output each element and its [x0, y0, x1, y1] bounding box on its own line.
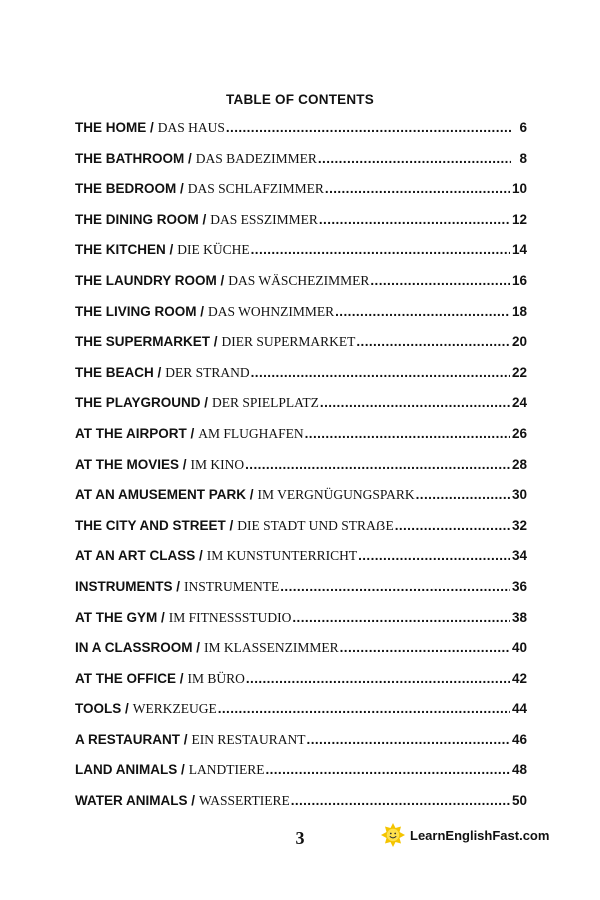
toc-entry[interactable] — [75, 457, 527, 488]
toc-entry[interactable] — [75, 548, 527, 579]
entry-german: EIN RESTAURANT — [191, 731, 306, 747]
entry-german: DER SPIELPLATZ — [212, 395, 319, 411]
entry-english: TOOLS / — [75, 701, 129, 717]
dot-leader — [318, 151, 511, 166]
dot-leader — [358, 548, 510, 563]
entry-english: INSTRUMENTS / — [75, 578, 181, 594]
toc-entry[interactable] — [75, 151, 527, 182]
page-title: TABLE OF CONTENTS — [226, 92, 374, 107]
entry-german: WERKZEUGE — [132, 701, 217, 717]
entry-english: THE BATHROOM / — [75, 150, 192, 166]
entry-english: THE HOME / — [75, 120, 154, 135]
dot-leader — [325, 181, 510, 196]
entry-german: DIER SUPERMARKET — [221, 334, 356, 350]
entry-page-number: 8 — [519, 150, 527, 166]
toc-entry[interactable] — [75, 304, 527, 335]
entry-german: DAS BADEZIMMER — [195, 150, 317, 166]
toc-entry[interactable] — [75, 273, 527, 304]
toc-entry[interactable] — [75, 212, 527, 243]
dot-leader — [218, 701, 510, 716]
entry-english: AT THE GYM / — [75, 609, 165, 625]
entry-german: DIE STADT UND STRAẞE — [237, 517, 394, 533]
entry-german: IM KLASSENZIMMER — [204, 640, 339, 656]
toc-entry[interactable] — [75, 181, 527, 212]
entry-page-number: 48 — [511, 762, 527, 778]
dot-leader — [416, 487, 510, 502]
entry-german: WASSERTIERE — [199, 793, 290, 809]
entry-page-number: 14 — [511, 242, 527, 258]
entry-page-number: 36 — [511, 578, 527, 594]
toc-entry[interactable] — [75, 487, 527, 518]
page-number: 3 — [295, 828, 305, 848]
toc-entry[interactable] — [75, 242, 527, 273]
entry-english: WATER ANIMALS / — [75, 793, 195, 809]
entry-english: THE BEDROOM / — [75, 181, 184, 197]
toc-entry[interactable] — [75, 120, 527, 151]
entry-german: DIE KÜCHE — [177, 242, 250, 258]
entry-english: THE LAUNDRY ROOM / — [75, 272, 225, 288]
entry-german: IM KUNSTUNTERRICHT — [206, 548, 358, 564]
entry-page-number: 32 — [511, 517, 527, 533]
smiley-star-logo-icon — [380, 822, 406, 848]
entry-page-number: 50 — [511, 793, 527, 809]
dot-leader — [280, 579, 510, 594]
entry-german: INSTRUMENTE — [184, 578, 280, 594]
entry-page-number: 30 — [511, 487, 527, 503]
brand-name: LearnEnglishFast.com — [410, 827, 550, 843]
dot-leader — [370, 273, 510, 288]
toc-entry[interactable] — [75, 762, 527, 793]
entry-page-number: 28 — [511, 456, 527, 472]
brand-logo — [380, 822, 549, 848]
dot-leader — [335, 304, 510, 319]
dot-leader — [245, 457, 510, 472]
entry-english: AT AN AMUSEMENT PARK / — [75, 487, 254, 503]
entry-page-number: 46 — [511, 731, 527, 747]
toc-entry[interactable] — [75, 793, 527, 824]
entry-english: THE BEACH / — [75, 364, 162, 380]
entry-english: THE LIVING ROOM / — [75, 303, 205, 319]
entry-page-number: 34 — [511, 548, 527, 564]
toc-entry[interactable] — [75, 426, 527, 457]
entry-german: IM KINO — [190, 456, 245, 472]
dot-leader — [251, 242, 510, 257]
entry-page-number: 16 — [511, 272, 527, 288]
entry-english: IN A CLASSROOM / — [75, 640, 201, 656]
entry-english: LAND ANIMALS / — [75, 762, 185, 778]
entry-page-number: 6 — [519, 120, 527, 135]
entry-english: AT AN ART CLASS / — [75, 548, 203, 564]
entry-german: LANDTIERE — [188, 762, 265, 778]
entry-english: THE SUPERMARKET / — [75, 334, 218, 350]
dot-leader — [265, 762, 509, 777]
dot-leader — [395, 518, 510, 533]
entry-page-number: 42 — [511, 670, 527, 686]
entry-german: DAS HAUS — [157, 120, 225, 135]
dot-leader — [307, 732, 510, 747]
dot-leader — [305, 426, 510, 441]
entry-english: THE DINING ROOM / — [75, 211, 207, 227]
entry-page-number: 38 — [511, 609, 527, 625]
entry-german: IM VERGNÜGUNGSPARK — [257, 487, 415, 503]
toc-entry[interactable] — [75, 518, 527, 549]
toc-entry[interactable] — [75, 395, 527, 426]
entry-german: AM FLUGHAFEN — [198, 425, 304, 441]
dot-leader — [251, 365, 510, 380]
entry-page-number: 44 — [511, 701, 527, 717]
entry-page-number: 40 — [511, 640, 527, 656]
entry-german: DAS WÄSCHEZIMMER — [228, 272, 370, 288]
entry-page-number: 20 — [511, 334, 527, 350]
entry-german: IM FITNESSSTUDIO — [168, 609, 292, 625]
table-of-contents — [75, 120, 527, 824]
dot-leader — [340, 640, 510, 655]
dot-leader — [292, 610, 510, 625]
entry-page-number: 26 — [511, 425, 527, 441]
entry-page-number: 10 — [511, 181, 527, 197]
entry-page-number: 22 — [511, 364, 527, 380]
toc-entry[interactable] — [75, 579, 527, 610]
entry-english: AT THE MOVIES / — [75, 456, 187, 472]
entry-english: AT THE AIRPORT / — [75, 425, 195, 441]
dot-leader — [246, 671, 510, 686]
entry-page-number: 18 — [511, 303, 527, 319]
entry-english: AT THE OFFICE / — [75, 670, 184, 686]
dot-leader — [226, 120, 511, 135]
dot-leader — [320, 395, 510, 410]
entry-english: THE CITY AND STREET / — [75, 517, 234, 533]
dot-leader — [356, 334, 510, 349]
toc-entry[interactable] — [75, 334, 527, 365]
toc-entry[interactable] — [75, 671, 527, 702]
toc-entry[interactable] — [75, 732, 527, 763]
entry-german: DER STRAND — [165, 364, 250, 380]
toc-entry[interactable] — [75, 365, 527, 396]
toc-entry[interactable] — [75, 701, 527, 732]
entry-german: DAS ESSZIMMER — [210, 211, 318, 227]
entry-page-number: 12 — [511, 211, 527, 227]
dot-leader — [291, 793, 510, 808]
entry-page-number: 24 — [511, 395, 527, 411]
toc-entry[interactable] — [75, 610, 527, 641]
entry-english: THE PLAYGROUND / — [75, 395, 209, 411]
dot-leader — [319, 212, 510, 227]
entry-english: A RESTAURANT / — [75, 731, 188, 747]
toc-entry[interactable] — [75, 640, 527, 671]
entry-german: IM BÜRO — [187, 670, 245, 686]
entry-english: THE KITCHEN / — [75, 242, 174, 258]
entry-german: DAS SCHLAFZIMMER — [187, 181, 324, 197]
entry-german: DAS WOHNZIMMER — [208, 303, 335, 319]
